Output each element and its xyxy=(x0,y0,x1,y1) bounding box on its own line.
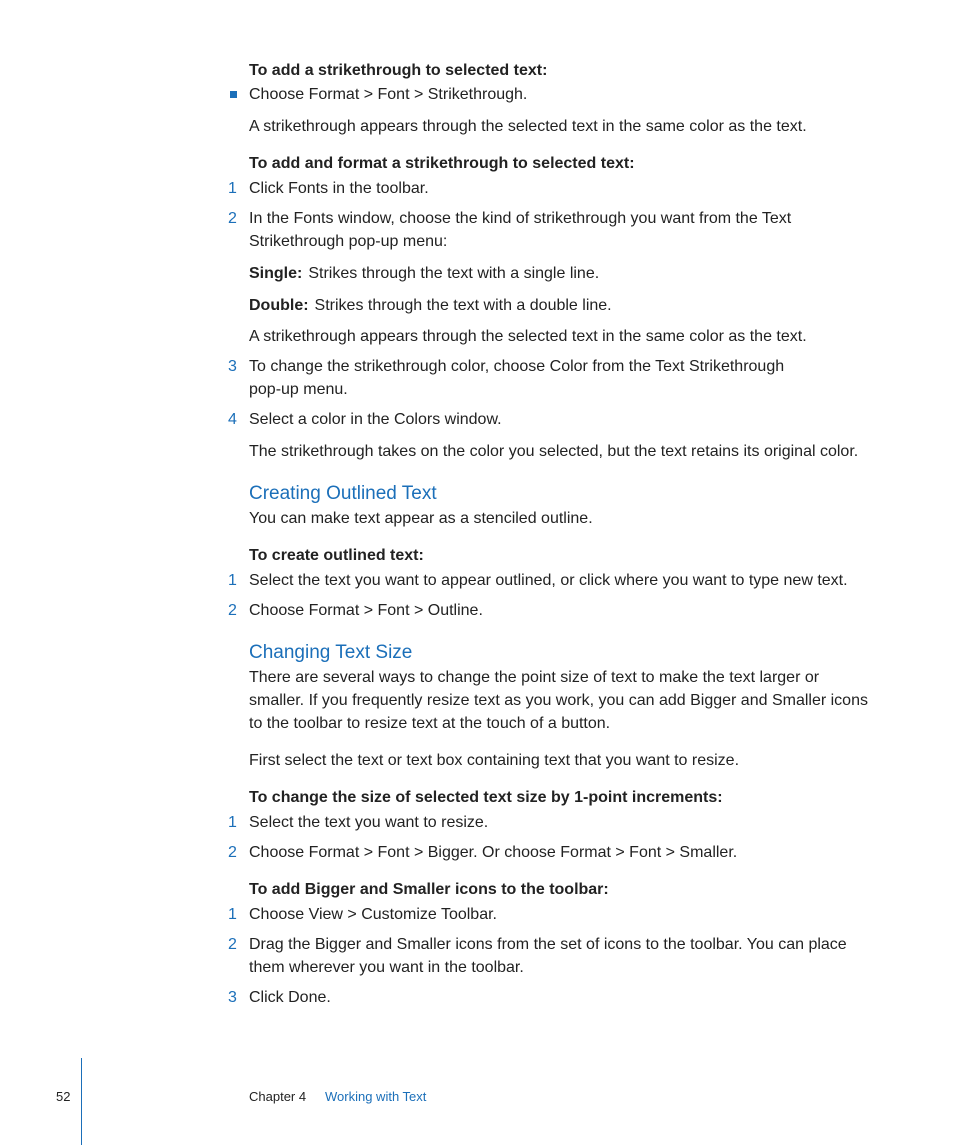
step-text: Choose Format > Font > Bigger. Or choose Format > Font > Smaller. xyxy=(249,844,738,861)
task-heading-add-strikethrough: To add a strikethrough to selected text: xyxy=(249,62,548,79)
result-text: The strikethrough takes on the color you selected, but the text retains its original color. xyxy=(249,443,859,460)
step-text: Select the text you want to appear outlined, or click where you want to type new text. xyxy=(249,572,848,589)
step-text: Click Done. xyxy=(249,989,331,1006)
definition-desc: Strikes through the text with a double line. xyxy=(314,297,612,314)
bullet-item: Choose Format > Font > Strikethrough. xyxy=(249,86,528,103)
page-number: 52 xyxy=(56,1089,71,1104)
task-heading-outlined: To create outlined text: xyxy=(249,547,424,564)
step-number: 1 xyxy=(228,180,237,197)
section-intro: There are several ways to change the point size of text to make the text larger or smaller. If you frequently resize text as you work, you can add Bigger and Smaller icons to the toolbar to resize text at the touch of a button. xyxy=(249,669,868,732)
bullet-square-icon xyxy=(230,91,237,98)
step-number: 3 xyxy=(228,989,237,1006)
step-number: 2 xyxy=(228,602,237,619)
step-number: 1 xyxy=(228,572,237,589)
definition-term: Double: xyxy=(249,297,309,314)
step-text: Click Fonts in the toolbar. xyxy=(249,180,429,197)
step-number: 2 xyxy=(228,844,237,861)
footer-chapter-label: Chapter 4 xyxy=(249,1089,307,1104)
task-heading-format-strikethrough: To add and format a strikethrough to selected text: xyxy=(249,155,635,172)
section-paragraph: First select the text or text box containing text that you want to resize. xyxy=(249,752,740,769)
step-text: In the Fonts window, choose the kind of strikethrough you want from the Text Strikethrough pop-up menu: xyxy=(249,210,792,250)
step-number: 4 xyxy=(228,411,237,428)
step-text: Select a color in the Colors window. xyxy=(249,411,502,428)
task-heading-add-icons: To add Bigger and Smaller icons to the toolbar: xyxy=(249,881,609,898)
section-heading-outlined: Creating Outlined Text xyxy=(249,483,437,504)
section-heading-text-size: Changing Text Size xyxy=(249,642,413,663)
definition-term: Single: xyxy=(249,265,303,282)
footer-chapter-title: Working with Text xyxy=(325,1089,427,1104)
section-intro: You can make text appear as a stenciled outline. xyxy=(249,510,593,527)
step-number: 2 xyxy=(228,210,237,227)
step-number: 3 xyxy=(228,358,237,375)
step-text: To change the strikethrough color, choose Color from the Text Strikethrough pop-up menu. xyxy=(249,358,785,398)
result-text: A strikethrough appears through the selected text in the same color as the text. xyxy=(249,328,807,345)
step-number: 1 xyxy=(228,906,237,923)
definition-desc: Strikes through the text with a single line. xyxy=(308,265,600,282)
step-text: Drag the Bigger and Smaller icons from the set of icons to the toolbar. You can place them wherever you want in the toolbar. xyxy=(249,936,847,976)
definition-single xyxy=(249,262,874,285)
footer-divider xyxy=(81,1058,82,1145)
step-text: Select the text you want to resize. xyxy=(249,814,489,831)
step-number: 1 xyxy=(228,814,237,831)
step-text: Choose View > Customize Toolbar. xyxy=(249,906,497,923)
step-number: 2 xyxy=(228,936,237,953)
definition-double xyxy=(249,294,874,317)
step-text: Choose Format > Font > Outline. xyxy=(249,602,483,619)
result-text: A strikethrough appears through the selected text in the same color as the text. xyxy=(249,118,807,135)
task-heading-point-increments: To change the size of selected text size by 1-point increments: xyxy=(249,789,723,806)
